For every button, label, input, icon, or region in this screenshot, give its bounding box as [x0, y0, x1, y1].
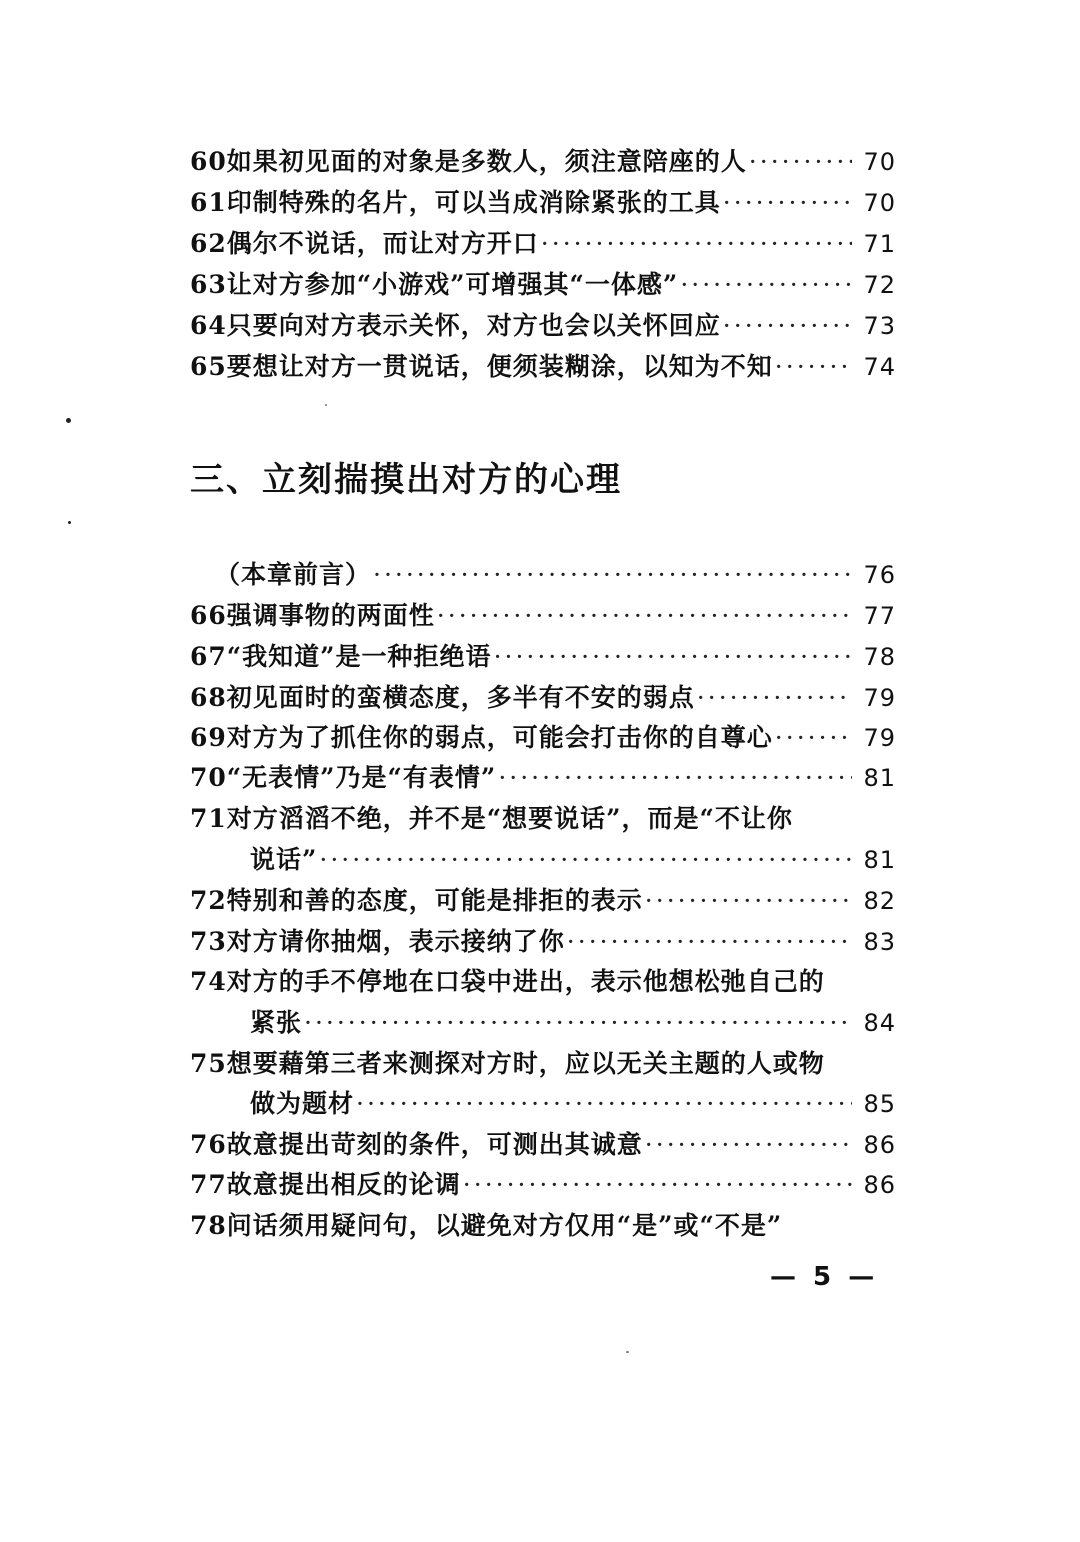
toc-entry — [190, 345, 896, 385]
toc-entry-page: 79 — [863, 684, 896, 712]
toc-entry — [190, 140, 896, 180]
toc-entry — [190, 263, 896, 303]
toc-entry — [190, 920, 896, 960]
toc-entry-page: 76 — [863, 561, 896, 589]
toc-entry-page: 83 — [863, 928, 896, 956]
scan-speck — [68, 521, 71, 524]
toc-leader-dots — [775, 720, 852, 756]
toc-entry-title: 75想要藉第三者来测探对方时，应以无关主题的人或物 — [190, 1049, 825, 1078]
toc-leader-dots — [304, 1005, 852, 1041]
toc-entry — [190, 676, 896, 716]
toc-entry — [190, 756, 896, 796]
toc-entry — [190, 304, 896, 344]
toc-leader-dots — [680, 267, 852, 303]
toc-leader-dots — [319, 842, 852, 878]
toc-leader-dots — [723, 185, 852, 221]
toc-leader-dots — [494, 639, 852, 675]
toc-entry-title: 77故意提出相反的论调 — [190, 1170, 461, 1199]
toc-entry-title: 76故意提出苛刻的条件，可测出其诚意 — [190, 1130, 643, 1159]
toc-entry-title: 78问话须用疑问句，以避免对方仅用“是”或“不是” — [190, 1211, 783, 1240]
toc-leader-dots — [567, 924, 852, 960]
toc-entry-title: 64只要向对方表示关怀，对方也会以关怀回应 — [190, 311, 721, 340]
toc-entry-title: （本章前言） — [215, 560, 372, 589]
toc-leader-dots — [373, 557, 852, 593]
section-heading: 三、立刻揣摸出对方的心理 — [190, 460, 622, 500]
toc-entry-page: 82 — [863, 887, 896, 915]
page-number: — 5 — — [770, 1262, 879, 1292]
toc-entry-title: 紧张 — [250, 1008, 303, 1037]
toc-entry-continuation — [250, 1082, 896, 1122]
toc-leader-dots — [463, 1167, 852, 1203]
toc-entry-title: 62偶尔不说话，而让对方开口 — [190, 229, 539, 258]
toc-entry-page: 70 — [863, 148, 896, 176]
toc-entry-page: 81 — [863, 764, 896, 792]
toc-entry-page: 86 — [863, 1131, 896, 1159]
toc-entry-continuation — [250, 1001, 896, 1041]
toc-leader-dots — [775, 349, 852, 385]
toc-leader-dots — [437, 598, 852, 634]
toc-entry-page: 84 — [863, 1009, 896, 1037]
scan-speck — [626, 1351, 629, 1353]
toc-leader-dots — [697, 680, 852, 716]
toc-leader-dots — [356, 1086, 852, 1122]
toc-entry-title: 69对方为了抓住你的弱点，可能会打击你的自尊心 — [190, 723, 773, 752]
toc-entry-continuation — [250, 838, 896, 878]
toc-entry-wrapped-first-line — [190, 797, 896, 837]
toc-entry-title: 70“无表情”乃是“有表情” — [190, 763, 497, 792]
toc-entry-title: 73对方请你抽烟，表示接纳了你 — [190, 927, 565, 956]
toc-entry — [190, 222, 896, 262]
toc-entry-title: 66强调事物的两面性 — [190, 601, 435, 630]
toc-entry-page: 71 — [863, 230, 896, 258]
toc-leader-dots — [541, 226, 852, 262]
toc-leader-dots — [645, 883, 852, 919]
toc-entry-title: 71对方滔滔不绝，并不是“想要说话”，而是“不让你 — [190, 804, 793, 833]
toc-entry — [190, 716, 896, 756]
toc-entry-title: 68初见面时的蛮横态度，多半有不安的弱点 — [190, 683, 695, 712]
toc-entry — [190, 181, 896, 221]
toc-entry — [190, 635, 896, 675]
toc-entry-preface — [215, 553, 896, 593]
toc-entry-wrapped-first-line — [190, 1204, 896, 1244]
toc-leader-dots — [723, 308, 852, 344]
toc-entry-title: 67“我知道”是一种拒绝语 — [190, 642, 492, 671]
toc-leader-dots — [749, 144, 852, 180]
toc-entry-wrapped-first-line — [190, 960, 896, 1000]
toc-entry — [190, 879, 896, 919]
toc-entry-title: 63让对方参加“小游戏”可增强其“一体感” — [190, 270, 679, 299]
toc-entry — [190, 1163, 896, 1203]
toc-entry-page: 77 — [863, 602, 896, 630]
toc-entry-page: 73 — [863, 312, 896, 340]
scan-speck — [66, 418, 71, 423]
toc-entry — [190, 594, 896, 634]
toc-entry-title: 74对方的手不停地在口袋中进出，表示他想松弛自己的 — [190, 967, 825, 996]
scan-speck — [325, 404, 327, 406]
toc-entry-title: 61印制特殊的名片，可以当成消除紧张的工具 — [190, 188, 721, 217]
toc-entry-wrapped-first-line — [190, 1042, 896, 1082]
toc-entry-page: 74 — [863, 353, 896, 381]
toc-entry-page: 86 — [863, 1171, 896, 1199]
toc-entry-title: 72特别和善的态度，可能是排拒的表示 — [190, 886, 643, 915]
toc-entry-title: 做为题材 — [250, 1089, 355, 1118]
toc-entry-page: 79 — [863, 724, 896, 752]
toc-leader-dots — [498, 760, 852, 796]
toc-entry-title: 说话” — [250, 845, 318, 874]
toc-entry-page: 85 — [863, 1090, 896, 1118]
toc-entry-page: 78 — [863, 643, 896, 671]
toc-entry-page: 81 — [863, 846, 896, 874]
toc-leader-dots — [645, 1127, 852, 1163]
toc-entry-page: 72 — [863, 271, 896, 299]
toc-entry — [190, 1123, 896, 1163]
toc-entry-title: 60如果初见面的对象是多数人，须注意陪座的人 — [190, 147, 747, 176]
toc-entry-title: 65要想让对方一贯说话，便须装糊涂，以知为不知 — [190, 352, 773, 381]
toc-entry-page: 70 — [863, 189, 896, 217]
